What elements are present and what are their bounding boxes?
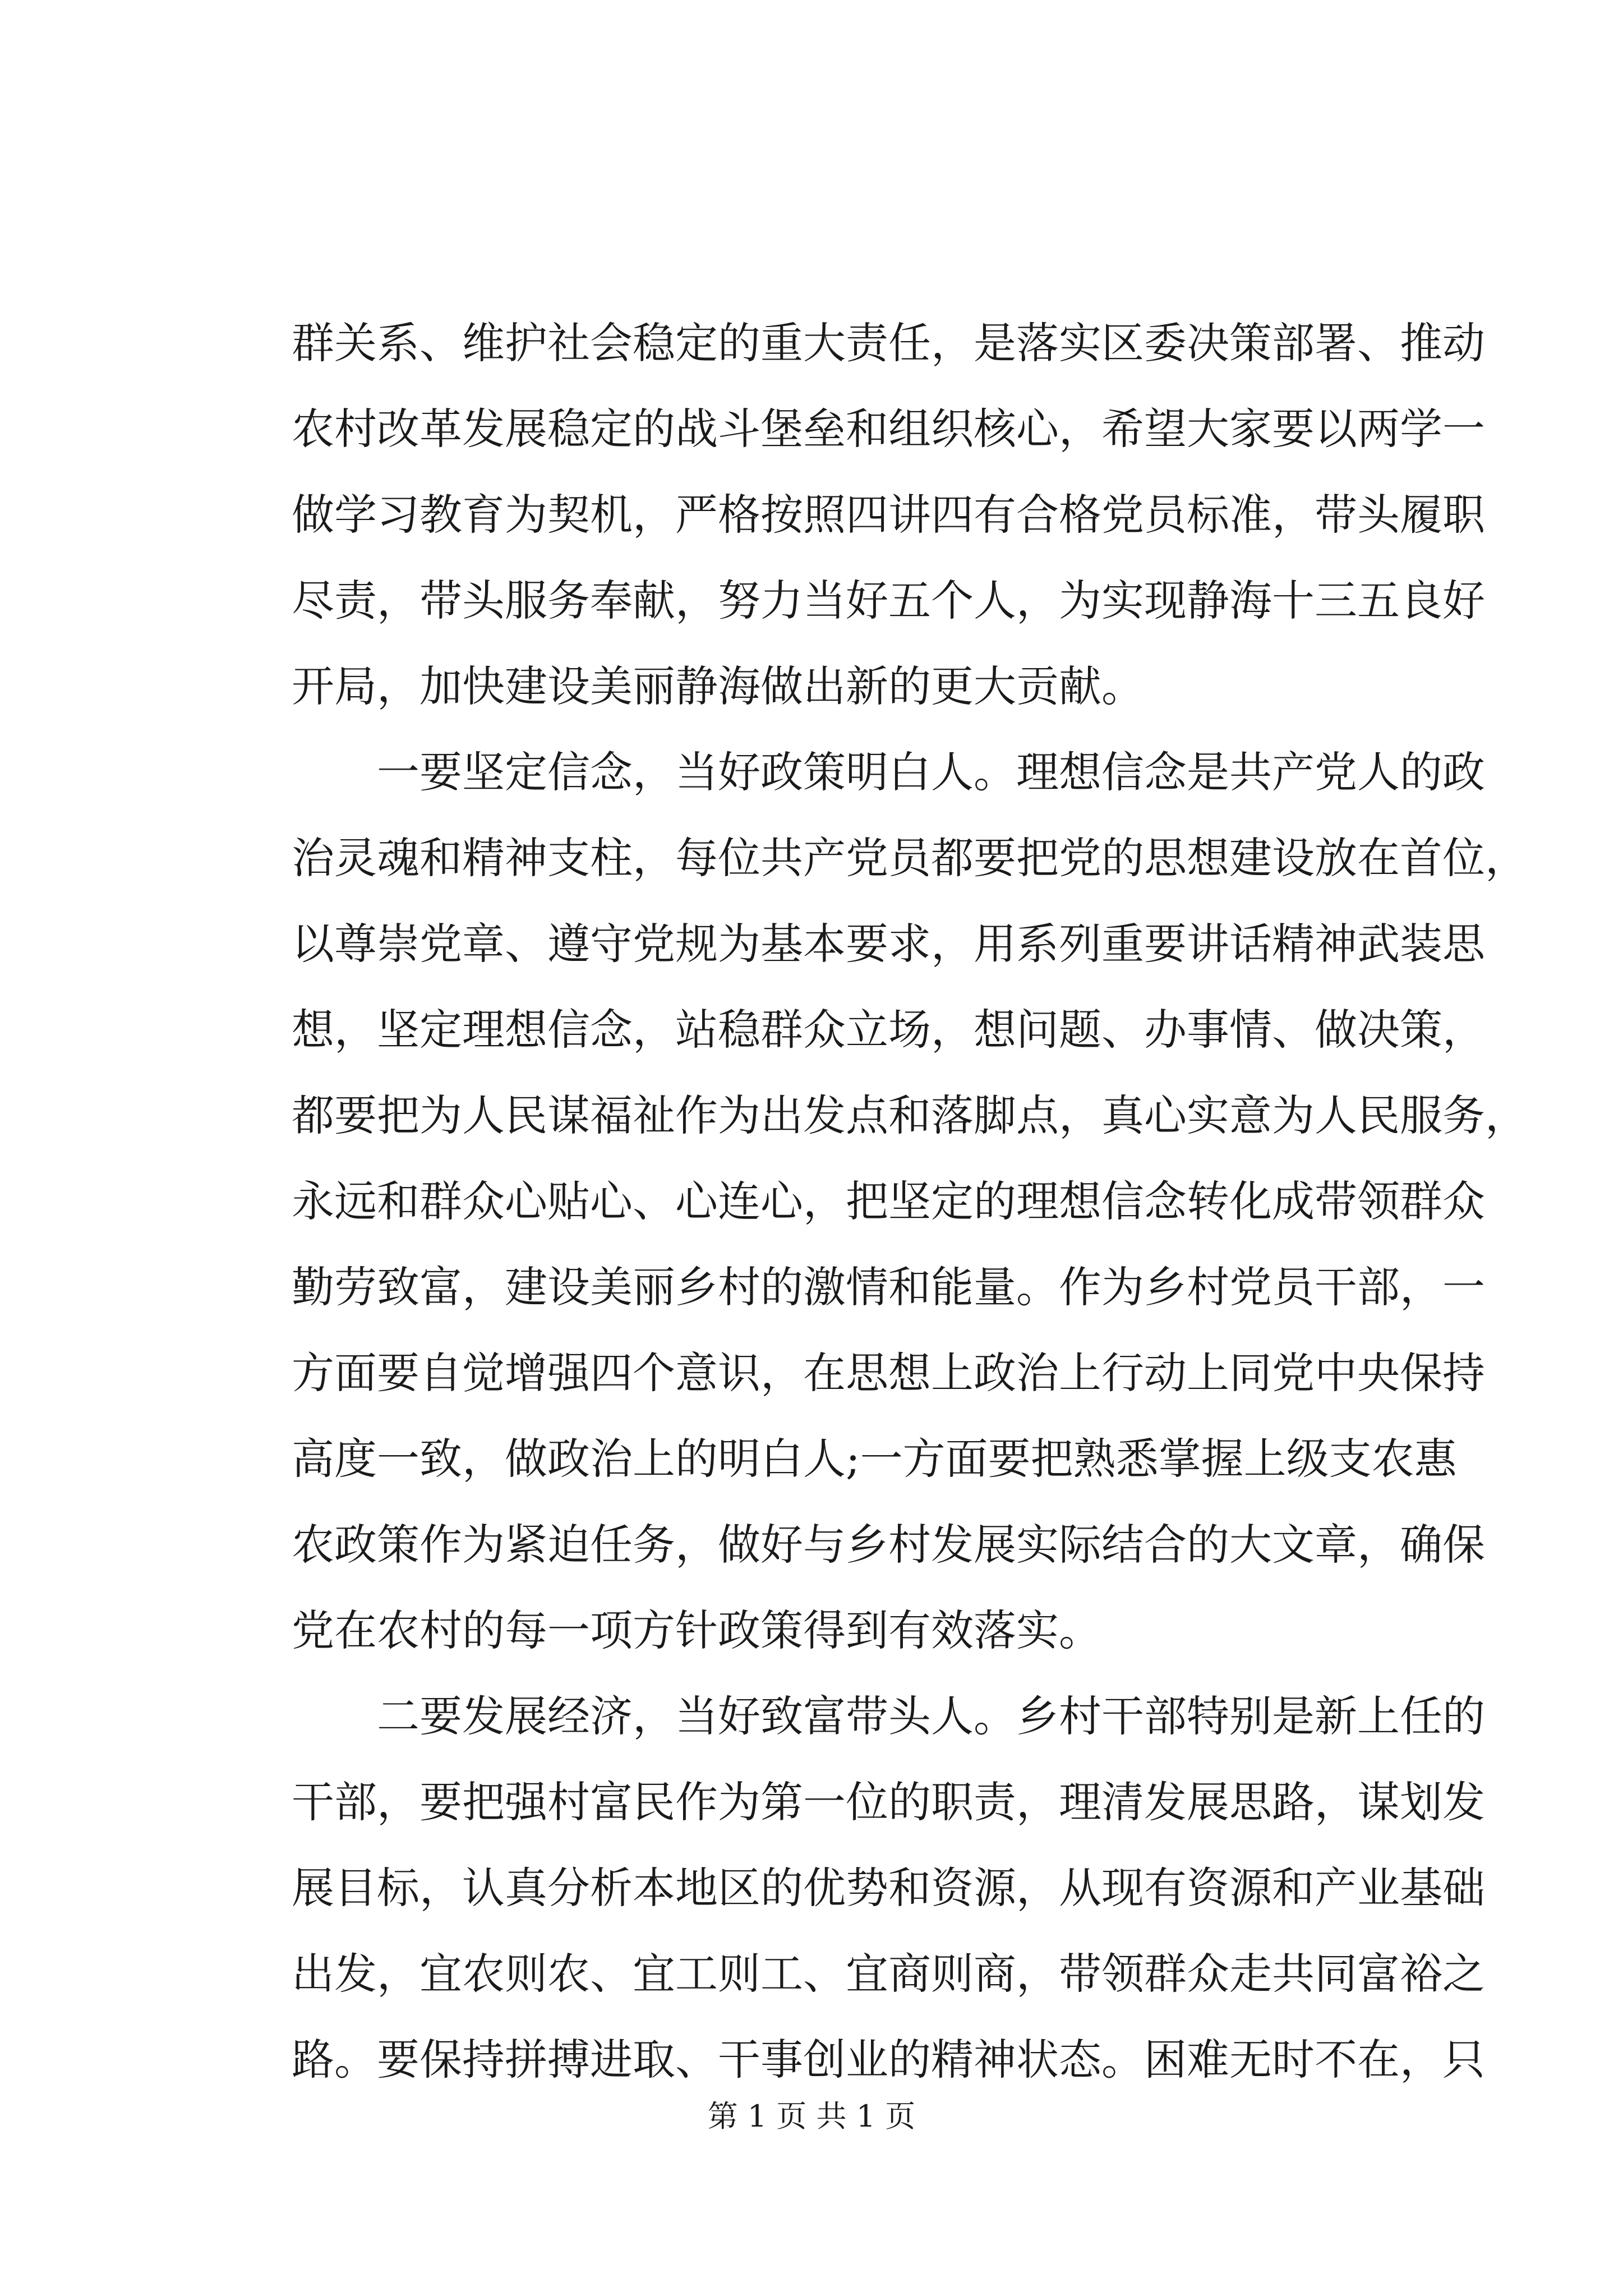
- page-footer: 第 1 页 共 1 页: [707, 2099, 916, 2134]
- text-line: 农政策作为紧迫任务，做好与乡村发展实际结合的大文章，确保: [292, 1520, 1485, 1570]
- text-line: 路。要保持拼搏进取、干事创业的精神状态。困难无时不在，只: [292, 2035, 1485, 2085]
- text-line: 出发，宜农则农、宜工则工、宜商则商，带领群众走共同富裕之: [292, 1949, 1485, 1999]
- document-body: [292, 300, 1528, 2102]
- text-line: 群关系、维护社会稳定的重大责任，是落实区委决策部署、推动: [292, 318, 1485, 368]
- text-line: 高度一致，做政治上的明白人;一方面要把熟悉掌握上级支农惠: [292, 1434, 1457, 1484]
- text-line: 尽责，带头服务奉献，努力当好五个人，为实现静海十三五良好: [292, 576, 1485, 625]
- text-line: 做学习教育为契机，严格按照四讲四有合格党员标准，带头履职: [292, 490, 1485, 540]
- text-line: 党在农村的每一项方针政策得到有效落实。: [292, 1605, 1101, 1655]
- text-line: 农村改革发展稳定的战斗堡垒和组织核心，希望大家要以两学一: [292, 404, 1485, 454]
- text-line: 方面要自觉增强四个意识，在思想上政治上行动上同党中央保持: [292, 1348, 1485, 1398]
- text-line: 开局，加快建设美丽静海做出新的更大贡献。: [292, 661, 1144, 711]
- text-line: 都要把为人民谋福祉作为出发点和落脚点，真心实意为人民服务，: [292, 1091, 1528, 1140]
- text-line: 想，坚定理想信念，站稳群众立场，想问题、办事情、做决策，: [292, 1005, 1485, 1055]
- paragraph-start-line: 一要坚定信念，当好政策明白人。理想信念是共产党人的政: [377, 747, 1485, 797]
- text-line: 治灵魂和精神支柱，每位共产党员都要把党的思想建设放在首位，: [292, 833, 1528, 883]
- text-line: 干部，要把强村富民作为第一位的职责，理清发展思路，谋划发: [292, 1777, 1485, 1827]
- text-line: 以尊崇党章、遵守党规为基本要求，用系列重要讲话精神武装思: [292, 919, 1485, 969]
- text-line: 永远和群众心贴心、心连心，把坚定的理想信念转化成带领群众: [292, 1176, 1485, 1226]
- text-line: 展目标，认真分析本地区的优势和资源，从现有资源和产业基础: [292, 1863, 1485, 1913]
- text-line: 勤劳致富，建设美丽乡村的激情和能量。作为乡村党员干部，一: [292, 1262, 1485, 1312]
- paragraph-start-line: 二要发展经济，当好致富带头人。乡村干部特别是新上任的: [377, 1691, 1485, 1741]
